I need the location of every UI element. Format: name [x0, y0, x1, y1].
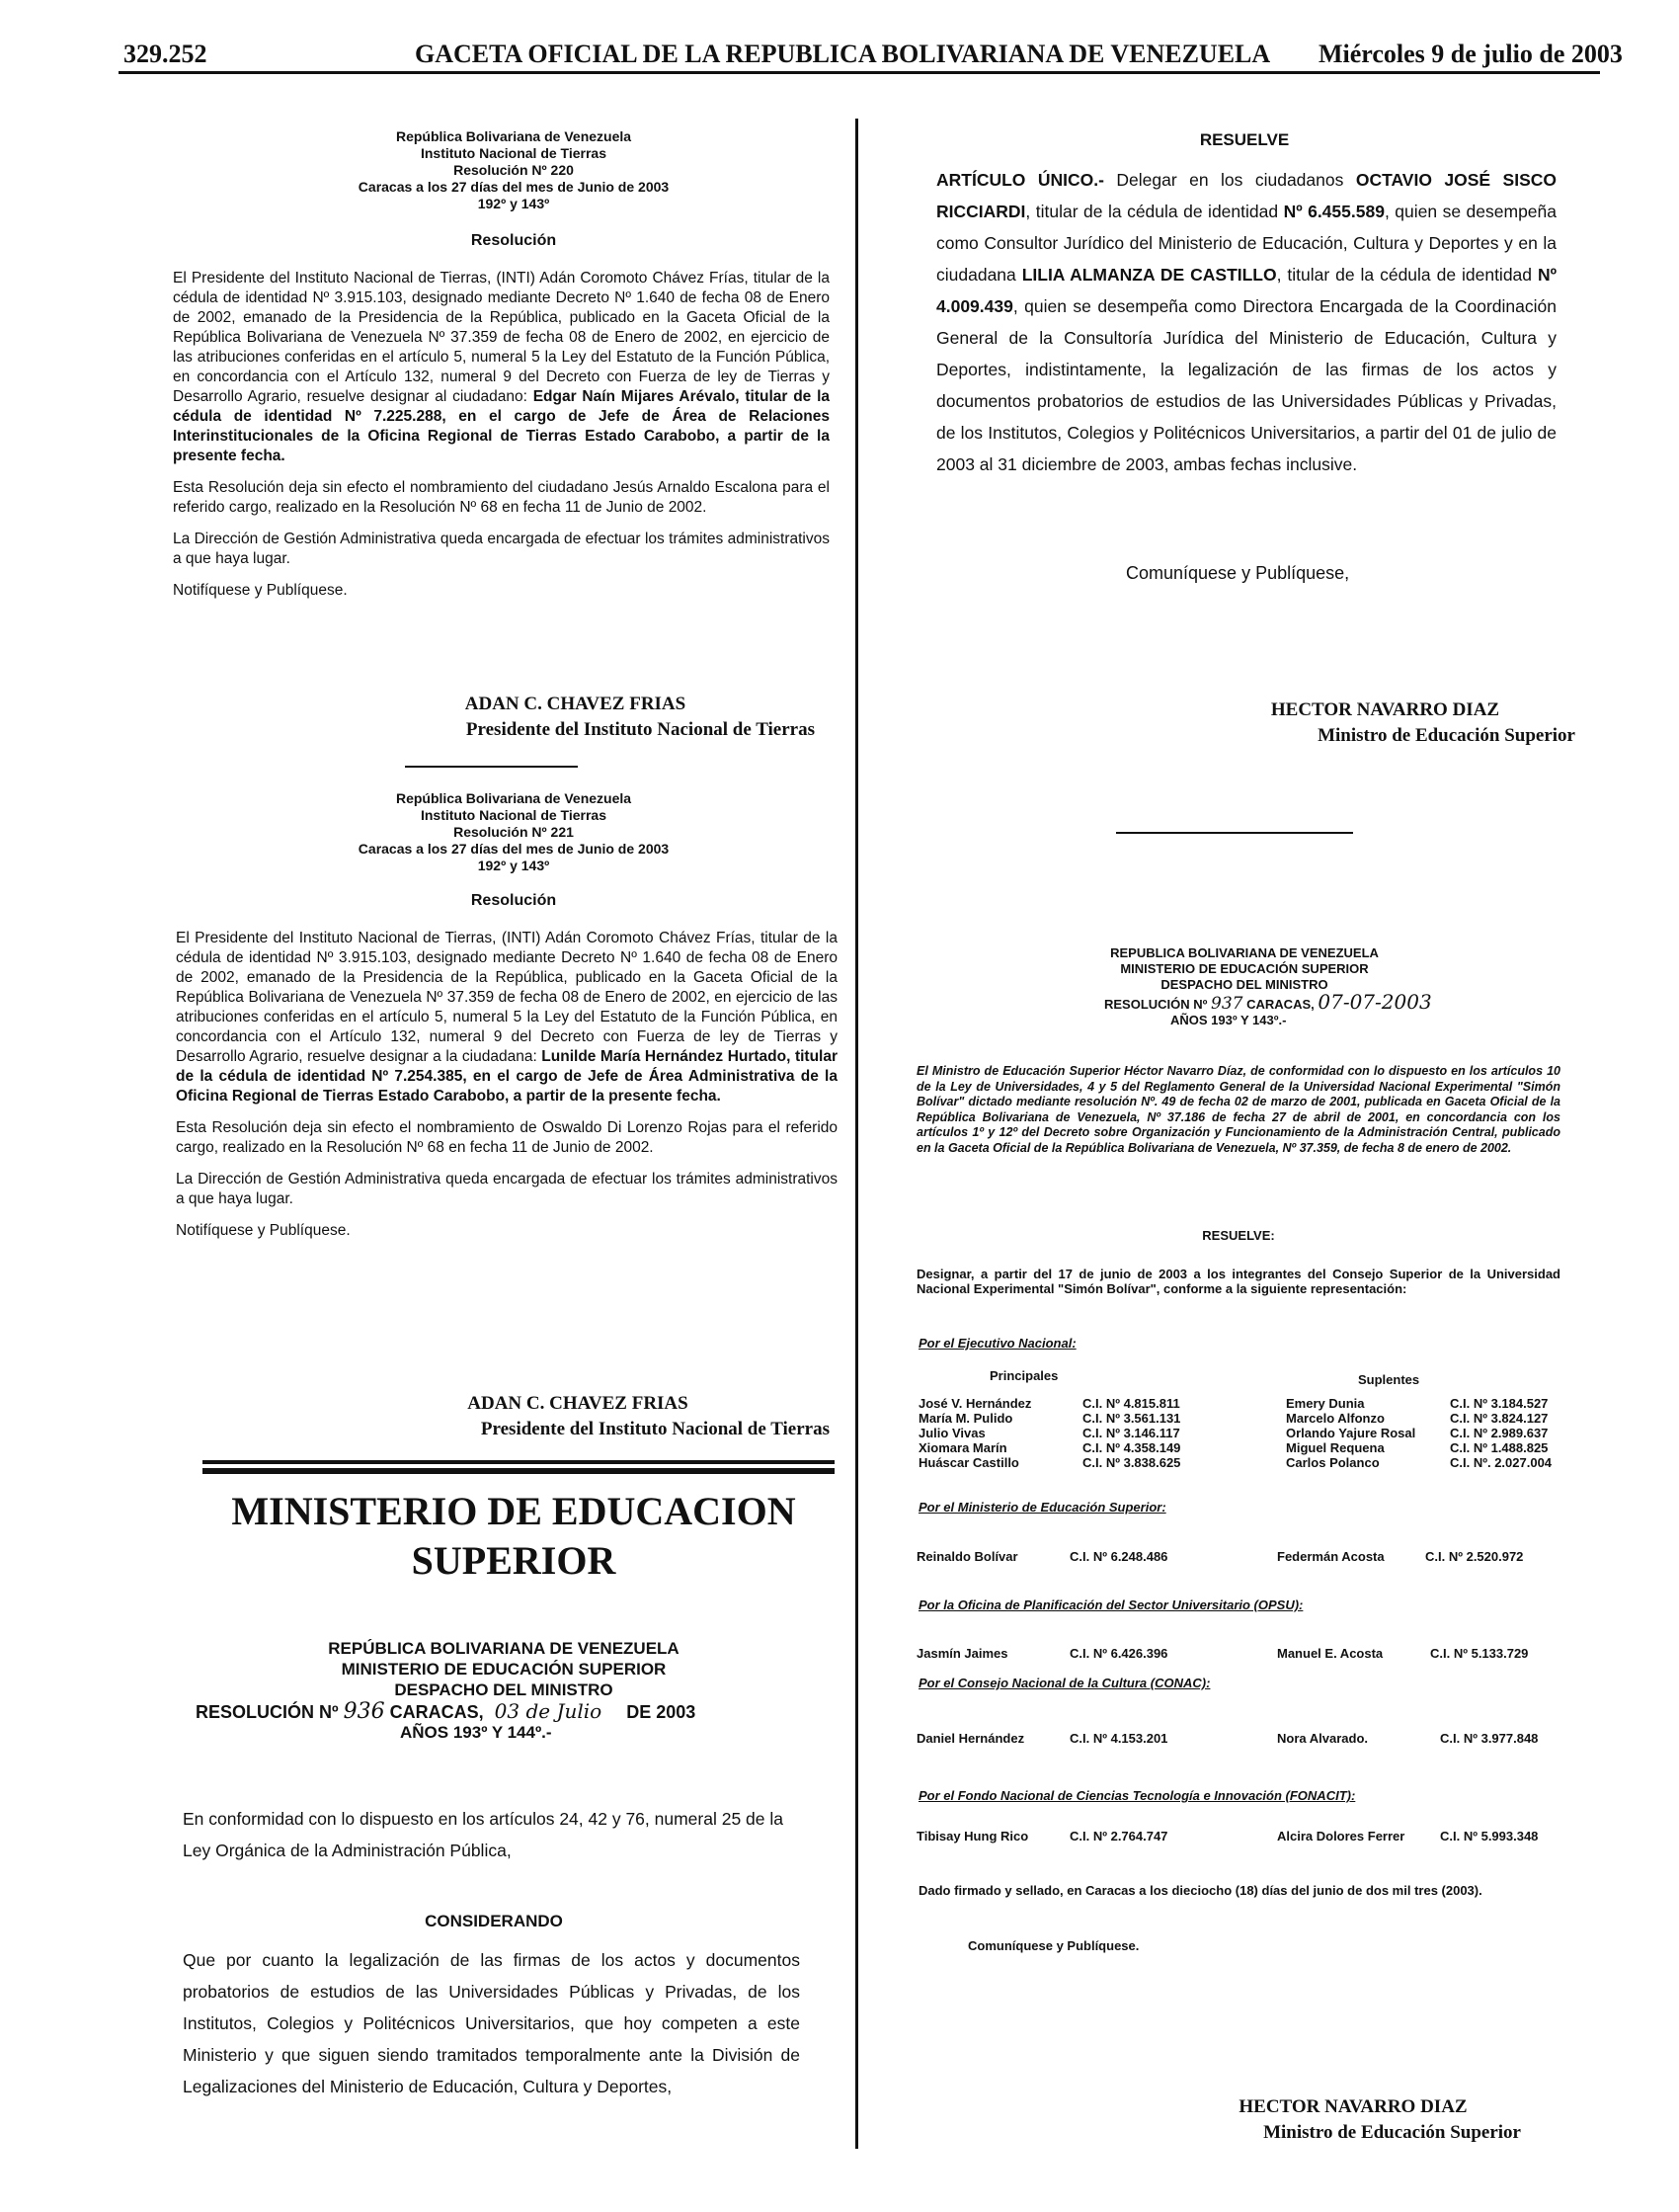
- delegate-name: OCTAVIO JOSÉ SISCO RICCIARDI: [936, 170, 1557, 221]
- res220-head-line: Instituto Nacional de Tierras: [420, 145, 606, 161]
- gazette-title: GACETA OFICIAL DE LA REPUBLICA BOLIVARIANA DE VENEZUELA: [415, 40, 1271, 68]
- table-row: [919, 1396, 1558, 1411]
- res220-head-line: Caracas a los 27 días del mes de Junio de 2003: [358, 179, 670, 195]
- res937-resolution-line: [1104, 990, 1432, 1014]
- res937-head-line: REPUBLICA BOLIVARIANA DE VENEZUELA: [1110, 945, 1379, 960]
- suplente-id: C.I. Nº 5.993.348: [1440, 1829, 1539, 1843]
- res220-paragraph: Notifíquese y Publíquese.: [173, 582, 348, 599]
- res936-resuelve-title: RESUELVE: [1199, 130, 1290, 149]
- ejecutivo-table: [919, 1396, 1558, 1470]
- signatory-name: ADAN C. CHAVEZ FRIAS: [464, 694, 686, 714]
- table-row: [919, 1455, 1558, 1470]
- gazette-date: Miércoles 9 de julio de 2003: [1319, 40, 1623, 68]
- res220-designee: Edgar Naín Mijares Arévalo, titular de la cédula de identidad Nº 7.225.288, en el cargo de Jefe de Área de Relaciones Interinstitucionales de la Oficina Regional de Tierras Estado Carabobo, a partir de la presente fecha.: [173, 388, 831, 464]
- suplente-name: Miguel Requena: [1286, 1440, 1385, 1455]
- ministerio-row: [917, 1549, 1523, 1564]
- res936-year: DE 2003: [626, 1702, 696, 1722]
- res220-paragraph: Esta Resolución deja sin efecto el nombramiento del ciudadano Jesús Arnaldo Escalona para el referido cargo, realizado en la Resolución Nº 68 en fecha 11 de Junio de 2002.: [173, 479, 830, 516]
- ministry-banner-line: MINISTERIO DE EDUCACION: [231, 1489, 796, 1533]
- res221-paragraph: Notifíquese y Publíquese.: [176, 1222, 351, 1239]
- principal-name: Julio Vivas: [919, 1426, 986, 1440]
- section-fonacit: Por el Fondo Nacional de Ciencias Tecnología e Innovación (FONACIT):: [919, 1788, 1356, 1803]
- res221-body: [176, 929, 838, 1241]
- res936-closing: Comuníquese y Publíquese,: [1126, 563, 1350, 583]
- res221-head-line: 192º y 143º: [477, 858, 550, 873]
- res937-head-line: MINISTERIO DE EDUCACIÓN SUPERIOR: [1120, 961, 1369, 976]
- ministry-banner: [168, 1487, 859, 1586]
- res937-years: AÑOS 193º Y 143º.-: [1170, 1013, 1287, 1027]
- principal-name: Tibisay Hung Rico: [917, 1829, 1029, 1843]
- separator-line: [1116, 832, 1353, 834]
- column-suplentes: Suplentes: [1358, 1372, 1420, 1387]
- suplente-id: C.I. Nº 3.184.527: [1450, 1396, 1549, 1411]
- table-row: [919, 1426, 1558, 1440]
- signatory-name: HECTOR NAVARRO DIAZ: [1270, 699, 1500, 720]
- suplente-id: C.I. Nº 3.977.848: [1440, 1731, 1539, 1746]
- res937-city: CARACAS,: [1246, 997, 1315, 1012]
- principal-id: C.I. Nº 6.248.486: [1070, 1549, 1168, 1564]
- suplente-name: Nora Alvarado.: [1277, 1731, 1368, 1746]
- principal-name: Huáscar Castillo: [919, 1455, 1019, 1470]
- banner-rule-bottom: [202, 1468, 835, 1474]
- res220-title: Resolución: [470, 232, 557, 249]
- res221-header: [168, 790, 859, 874]
- principal-id: C.I. Nº 4.815.811: [1082, 1396, 1180, 1411]
- res937-dado: Dado firmado y sellado, en Caracas a los dieciocho (18) días del junio de dos mil tres (2003).: [919, 1883, 1482, 1898]
- articulo-text: , titular de la cédula de identidad: [1276, 265, 1538, 285]
- suplente-id: C.I. Nº 3.824.127: [1450, 1411, 1549, 1426]
- suplente-id: C.I. Nº. 2.027.004: [1450, 1455, 1553, 1470]
- suplente-name: Marcelo Alfonzo: [1286, 1411, 1385, 1426]
- ministry-banner-line: SUPERIOR: [411, 1538, 616, 1583]
- res220-paragraph: La Dirección de Gestión Administrativa queda encargada de efectuar los trámites administrativos a que haya lugar.: [173, 531, 830, 567]
- fonacit-row: [917, 1829, 1538, 1843]
- section-conac: Por el Consejo Nacional de la Cultura (CONAC):: [919, 1676, 1211, 1690]
- delegate-id: Nº 6.455.589: [1283, 202, 1385, 221]
- conac-row: [917, 1731, 1538, 1746]
- res221-paragraph: La Dirección de Gestión Administrativa queda encargada de efectuar los trámites administrativos a que haya lugar.: [176, 1171, 838, 1207]
- suplente-name: Manuel E. Acosta: [1277, 1646, 1384, 1661]
- section-ministerio: Por el Ministerio de Educación Superior:: [919, 1500, 1166, 1515]
- signatory-title: Presidente del Instituto Nacional de Tierras: [465, 719, 815, 740]
- res936-head-line: MINISTERIO DE EDUCACIÓN SUPERIOR: [341, 1660, 667, 1679]
- res937-handwritten-date: 07-07-2003: [1318, 990, 1432, 1014]
- res937-signature: [1165, 2094, 1521, 2146]
- signatory-name: HECTOR NAVARRO DIAZ: [1239, 2096, 1468, 2117]
- suplente-id: C.I. Nº 1.488.825: [1450, 1440, 1549, 1455]
- banner-rule-top: [202, 1460, 835, 1464]
- res936-label: RESOLUCIÓN Nº: [196, 1702, 339, 1722]
- suplente-name: Alcira Dolores Ferrer: [1277, 1829, 1405, 1843]
- suplente-name: Federmán Acosta: [1277, 1549, 1385, 1564]
- principal-name: María M. Pulido: [919, 1411, 1013, 1426]
- res936-articulo: [936, 164, 1557, 480]
- signatory-name: ADAN C. CHAVEZ FRIAS: [467, 1393, 688, 1414]
- res936-resolution-line: [196, 1699, 695, 1724]
- articulo-text: , titular de la cédula de identidad: [1025, 202, 1284, 221]
- signatory-title: Ministro de Educación Superior: [1263, 2122, 1521, 2143]
- res936-considerando-title: CONSIDERANDO: [425, 1912, 563, 1930]
- res221-signature: [296, 1391, 830, 1442]
- res221-head-line: República Bolivariana de Venezuela: [395, 790, 632, 806]
- suplente-id: C.I. Nº 2.520.972: [1425, 1549, 1524, 1564]
- articulo-text: , quien se desempeña como Directora Encargada de la Coordinación General de la Consultoría Jurídica del Ministerio de Educación, Cultura y Deportes, indistintamente, la legalización de las firmas de los actos y documentos probatorios de estudios de las Universidades Públicas y Privadas, de los Institutos, Colegios y Politécnicos Universitarios, a partir del 01 de julio de 2003 al 31 diciembre de 2003, ambas fechas inclusive.: [936, 296, 1557, 474]
- principal-id: C.I. Nº 4.358.149: [1082, 1440, 1181, 1455]
- suplente-id: C.I. Nº 5.133.729: [1430, 1646, 1529, 1661]
- res936-signature: [1185, 697, 1575, 749]
- res221-designee: Lunilde María Hernández Hurtado, titular de la cédula de identidad Nº 7.254.385, en el cargo de Jefe de Área Administrativa de la Oficina Regional de Tierras Estado Carabobo, a partir de la presente fecha.: [176, 1048, 838, 1105]
- principal-id: C.I. Nº 6.426.396: [1070, 1646, 1168, 1661]
- res936-intro: En conformidad con lo dispuesto en los artículos 24, 42 y 76, numeral 25 de la Ley Orgánica de la Administración Pública,: [183, 1809, 784, 1860]
- page-number: 329.252: [123, 40, 207, 68]
- res937-number: 937: [1211, 994, 1243, 1014]
- articulo-text: , quien se desempeña como Consultor Jurídico del Ministerio de Educación, Cultura y Deportes y en la ciudadana: [936, 202, 1558, 285]
- res220-header: [168, 128, 859, 212]
- delegate-name: LILIA ALMANZA DE CASTILLO: [1021, 265, 1277, 285]
- suplente-name: Emery Dunia: [1286, 1396, 1365, 1411]
- principal-id: C.I. Nº 4.153.201: [1070, 1731, 1168, 1746]
- res221-paragraph: Esta Resolución deja sin efecto el nombramiento de Oswaldo Di Lorenzo Rojas para el referido cargo, realizado en la Resolución Nº 68 en fecha 11 de Junio de 2002.: [176, 1119, 838, 1156]
- section-opsu: Por la Oficina de Planificación del Sector Universitario (OPSU):: [919, 1598, 1304, 1612]
- res936-head-line: REPÚBLICA BOLIVARIANA DE VENEZUELA: [328, 1639, 680, 1658]
- principal-id: C.I. Nº 3.561.131: [1082, 1411, 1181, 1426]
- res220-head-line: 192º y 143º: [477, 196, 550, 211]
- res220-head-line: Resolución Nº 220: [453, 162, 574, 178]
- res221-head-line: Caracas a los 27 días del mes de Junio de 2003: [358, 841, 670, 857]
- column-divider: [855, 119, 858, 2149]
- suplente-name: Carlos Polanco: [1286, 1455, 1380, 1470]
- section-ejecutivo: Por el Ejecutivo Nacional:: [919, 1336, 1077, 1351]
- res937-head-line: DESPACHO DEL MINISTRO: [1160, 977, 1328, 992]
- signatory-title: Ministro de Educación Superior: [1318, 725, 1575, 746]
- res937-header: [988, 945, 1501, 993]
- res936-considerando-text: Que por cuanto la legalización de las firmas de los actos y documentos probatorios de estudios de las Universidades Públicas y Privadas, de los Institutos, Colegios y Politécnicos Universitarios, que hoy competen a este Ministerio y que siguen siendo tramitados temporalmente ante la División de Legalizaciones del Ministerio de Educación, Cultura y Deportes,: [183, 1950, 800, 2096]
- res936-handwritten-date: 03 de Julio: [494, 1699, 602, 1723]
- separator-line: [405, 766, 578, 768]
- res220-head-line: República Bolivariana de Venezuela: [395, 128, 632, 144]
- res221-title: Resolución: [470, 892, 557, 909]
- res937-designar: Designar, a partir del 17 de junio de 2003 a los integrantes del Consejo Superior de la Universidad Nacional Experimental "Simón Bolívar", conforme a la siguiente representación:: [917, 1267, 1560, 1296]
- res936-years: AÑOS 193º Y 144º.-: [400, 1723, 552, 1742]
- res220-body: [173, 269, 830, 601]
- opsu-row: [917, 1646, 1528, 1661]
- articulo-label: ARTÍCULO ÚNICO.-: [936, 170, 1104, 190]
- res220-signature: [296, 692, 815, 743]
- res936-city: CARACAS,: [389, 1702, 484, 1722]
- principal-id: C.I. Nº 3.146.117: [1082, 1426, 1180, 1440]
- principal-id: C.I. Nº 2.764.747: [1070, 1829, 1168, 1843]
- res221-paragraph: El Presidente del Instituto Nacional de Tierras, (INTI) Adán Coromoto Chávez Frías, titular de la cédula de identidad Nº 3.915.103, designado mediante Decreto Nº 1.640 de fecha 08 de Enero de 2002, emanado de la Presidencia de la República, publicado en la Gaceta Oficial de la República Bolivariana de Venezuela Nº 37.359 de fecha 08 de Enero de 2002, en ejercicio de las atribuciones conferidas en el artículo 5, numeral 5 la Ley del Estatuto de la Función Pública, en concordancia con el Artículo 132, numeral 9 del Decreto con Fuerza de ley de Tierras y Desarrollo Agrario, resuelve designar a la ciudadana:: [176, 930, 838, 1065]
- suplente-id: C.I. Nº 2.989.637: [1450, 1426, 1549, 1440]
- res937-label: RESOLUCIÓN Nº: [1104, 997, 1208, 1012]
- res936-head-line: DESPACHO DEL MINISTRO: [394, 1680, 613, 1699]
- res221-head-line: Resolución Nº 221: [453, 824, 574, 840]
- suplente-name: Orlando Yajure Rosal: [1286, 1426, 1416, 1440]
- res221-head-line: Instituto Nacional de Tierras: [420, 807, 606, 823]
- principal-name: Daniel Hernández: [917, 1731, 1025, 1746]
- principal-name: José V. Hernández: [919, 1396, 1032, 1411]
- res937-closing: Comuníquese y Publíquese.: [968, 1938, 1140, 1953]
- articulo-text: Delegar en los ciudadanos: [1103, 170, 1356, 190]
- principal-name: Reinaldo Bolívar: [917, 1549, 1018, 1564]
- principal-name: Xiomara Marín: [919, 1440, 1007, 1455]
- table-row: [919, 1440, 1558, 1455]
- table-row: [919, 1411, 1558, 1426]
- signatory-title: Presidente del Instituto Nacional de Tierras: [480, 1419, 830, 1439]
- res937-resuelve-title: RESUELVE:: [1202, 1228, 1275, 1243]
- column-principales: Principales: [990, 1368, 1059, 1383]
- principal-name: Jasmín Jaimes: [917, 1646, 1008, 1661]
- principal-id: C.I. Nº 3.838.625: [1082, 1455, 1181, 1470]
- res220-paragraph: El Presidente del Instituto Nacional de Tierras, (INTI) Adán Coromoto Chávez Frías, titular de la cédula de identidad Nº 3.915.103, designado mediante Decreto Nº 1.640 de fecha 08 de Enero de 2002, emanado de la Presidencia de la República, publicado en la Gaceta Oficial de la República Bolivariana de Venezuela Nº 37.359 de fecha 08 de Enero de 2002, en ejercicio de las atribuciones conferidas en el artículo 5, numeral 5 la Ley del Estatuto de la Función Pública, en concordancia con el Artículo 132, numeral 9 del Decreto con Fuerza de ley de Tierras y Desarrollo Agrario, resuelve designar al ciudadano:: [173, 270, 830, 405]
- header-rule: [119, 71, 1600, 74]
- delegate-id: Nº 4.009.439: [936, 265, 1557, 316]
- res936-header: [198, 1638, 810, 1700]
- res936-number: 936: [343, 1699, 385, 1724]
- res937-intro: El Ministro de Educación Superior Héctor Navarro Díaz, de conformidad con lo dispuesto en los artículos 10 de la Ley de Universidades, 4 y 5 del Reglamento General de la Universidad Nacional Experimental "Simón Bolívar" dictado mediante resolución Nº. 49 de fecha 02 de marzo de 2001, publicada en Gaceta Oficial de la República Bolivariana de Venezuela, Nº 37.186 de fecha 27 de abril de 2001, en concordancia con los artículos 1º y 12º del Decreto sobre Organización y Funcionamiento de la Administración Central, publicado en la Gaceta Oficial de la República Bolivariana de Venezuela, Nº 37.359, de fecha 8 de enero de 2002.: [917, 1064, 1560, 1155]
